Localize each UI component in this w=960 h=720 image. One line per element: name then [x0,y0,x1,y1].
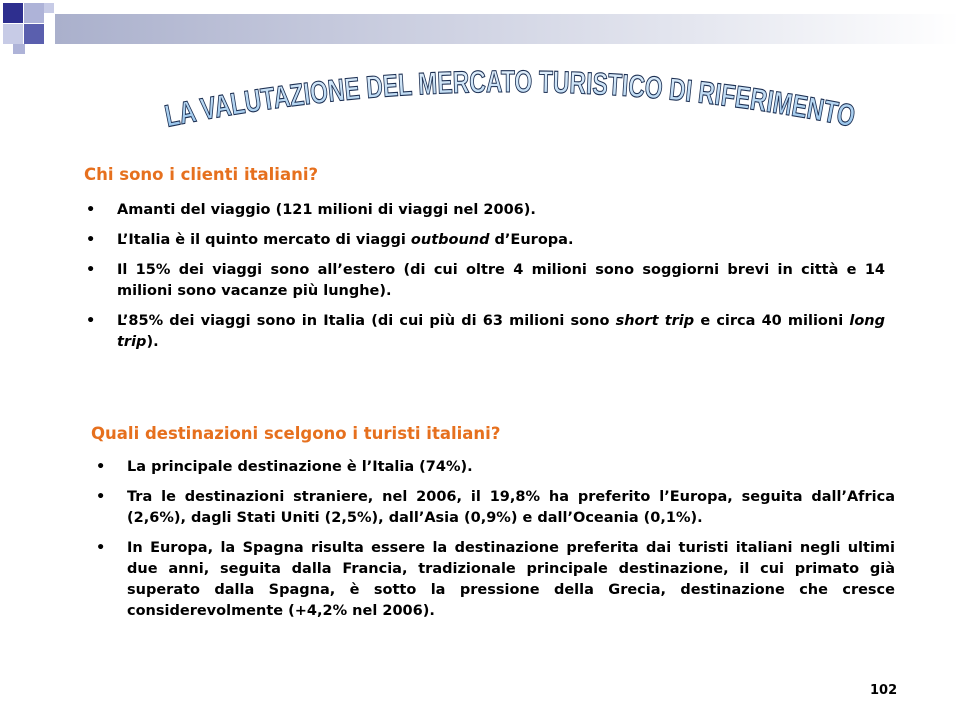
page-number: 102 [870,683,898,698]
decorative-square [24,3,44,23]
list-item: • La principale destinazione è l’Italia (74%). [94,457,895,478]
list-item: • In Europa, la Spagna risulta essere la destinazione preferita dai turisti italiani negli ultimi due anni, seguita dalla Francia, tradizionale principale destinazione, il cui primato già superato dalla Spagna, è sotto la pressione della Grecia, destinazione che cresce considerevolmente (+4,2% nel 2006). [94,538,895,622]
destination-bullet-list [94,457,895,631]
slide-title [150,62,870,140]
decorative-square [24,24,44,44]
list-item: • Il 15% dei viaggi sono all’estero (di cui oltre 4 milioni sono soggiorni brevi in città e 14 milioni sono vacanze più lunghe). [84,260,885,302]
list-item: • Tra le destinazioni straniere, nel 2006, il 19,8% ha preferito l’Europa, seguita dall’Africa (2,6%), dagli Stati Uniti (2,5%), dall’Asia (0,9%) e dall’Oceania (0,1%). [94,487,895,529]
section-heading-clients: Chi sono i clienti italiani? [84,165,319,184]
client-bullet-list [84,200,885,362]
list-item: • Amanti del viaggio (121 milioni di viaggi nel 2006). [84,200,885,221]
decorative-square [44,3,54,13]
decorative-square [13,44,25,54]
list-item: • L’Italia è il quinto mercato di viaggi outbound d’Europa. [84,230,885,251]
decorative-square [3,24,23,44]
section-heading-destinations: Quali destinazioni scelgono i turisti italiani? [91,424,501,443]
svg-text:LA VALUTAZIONE DEL MERCATO TUR [161,63,865,135]
header-gradient-bar [55,14,960,44]
decorative-square [3,3,23,23]
slide-title-text: LA VALUTAZIONE DEL MERCATO TURISTICO DI RIFERIMENTO [161,63,865,135]
list-item: • L’85% dei viaggi sono in Italia (di cui più di 63 milioni sono short trip e circa 40 milioni long trip). [84,311,885,353]
